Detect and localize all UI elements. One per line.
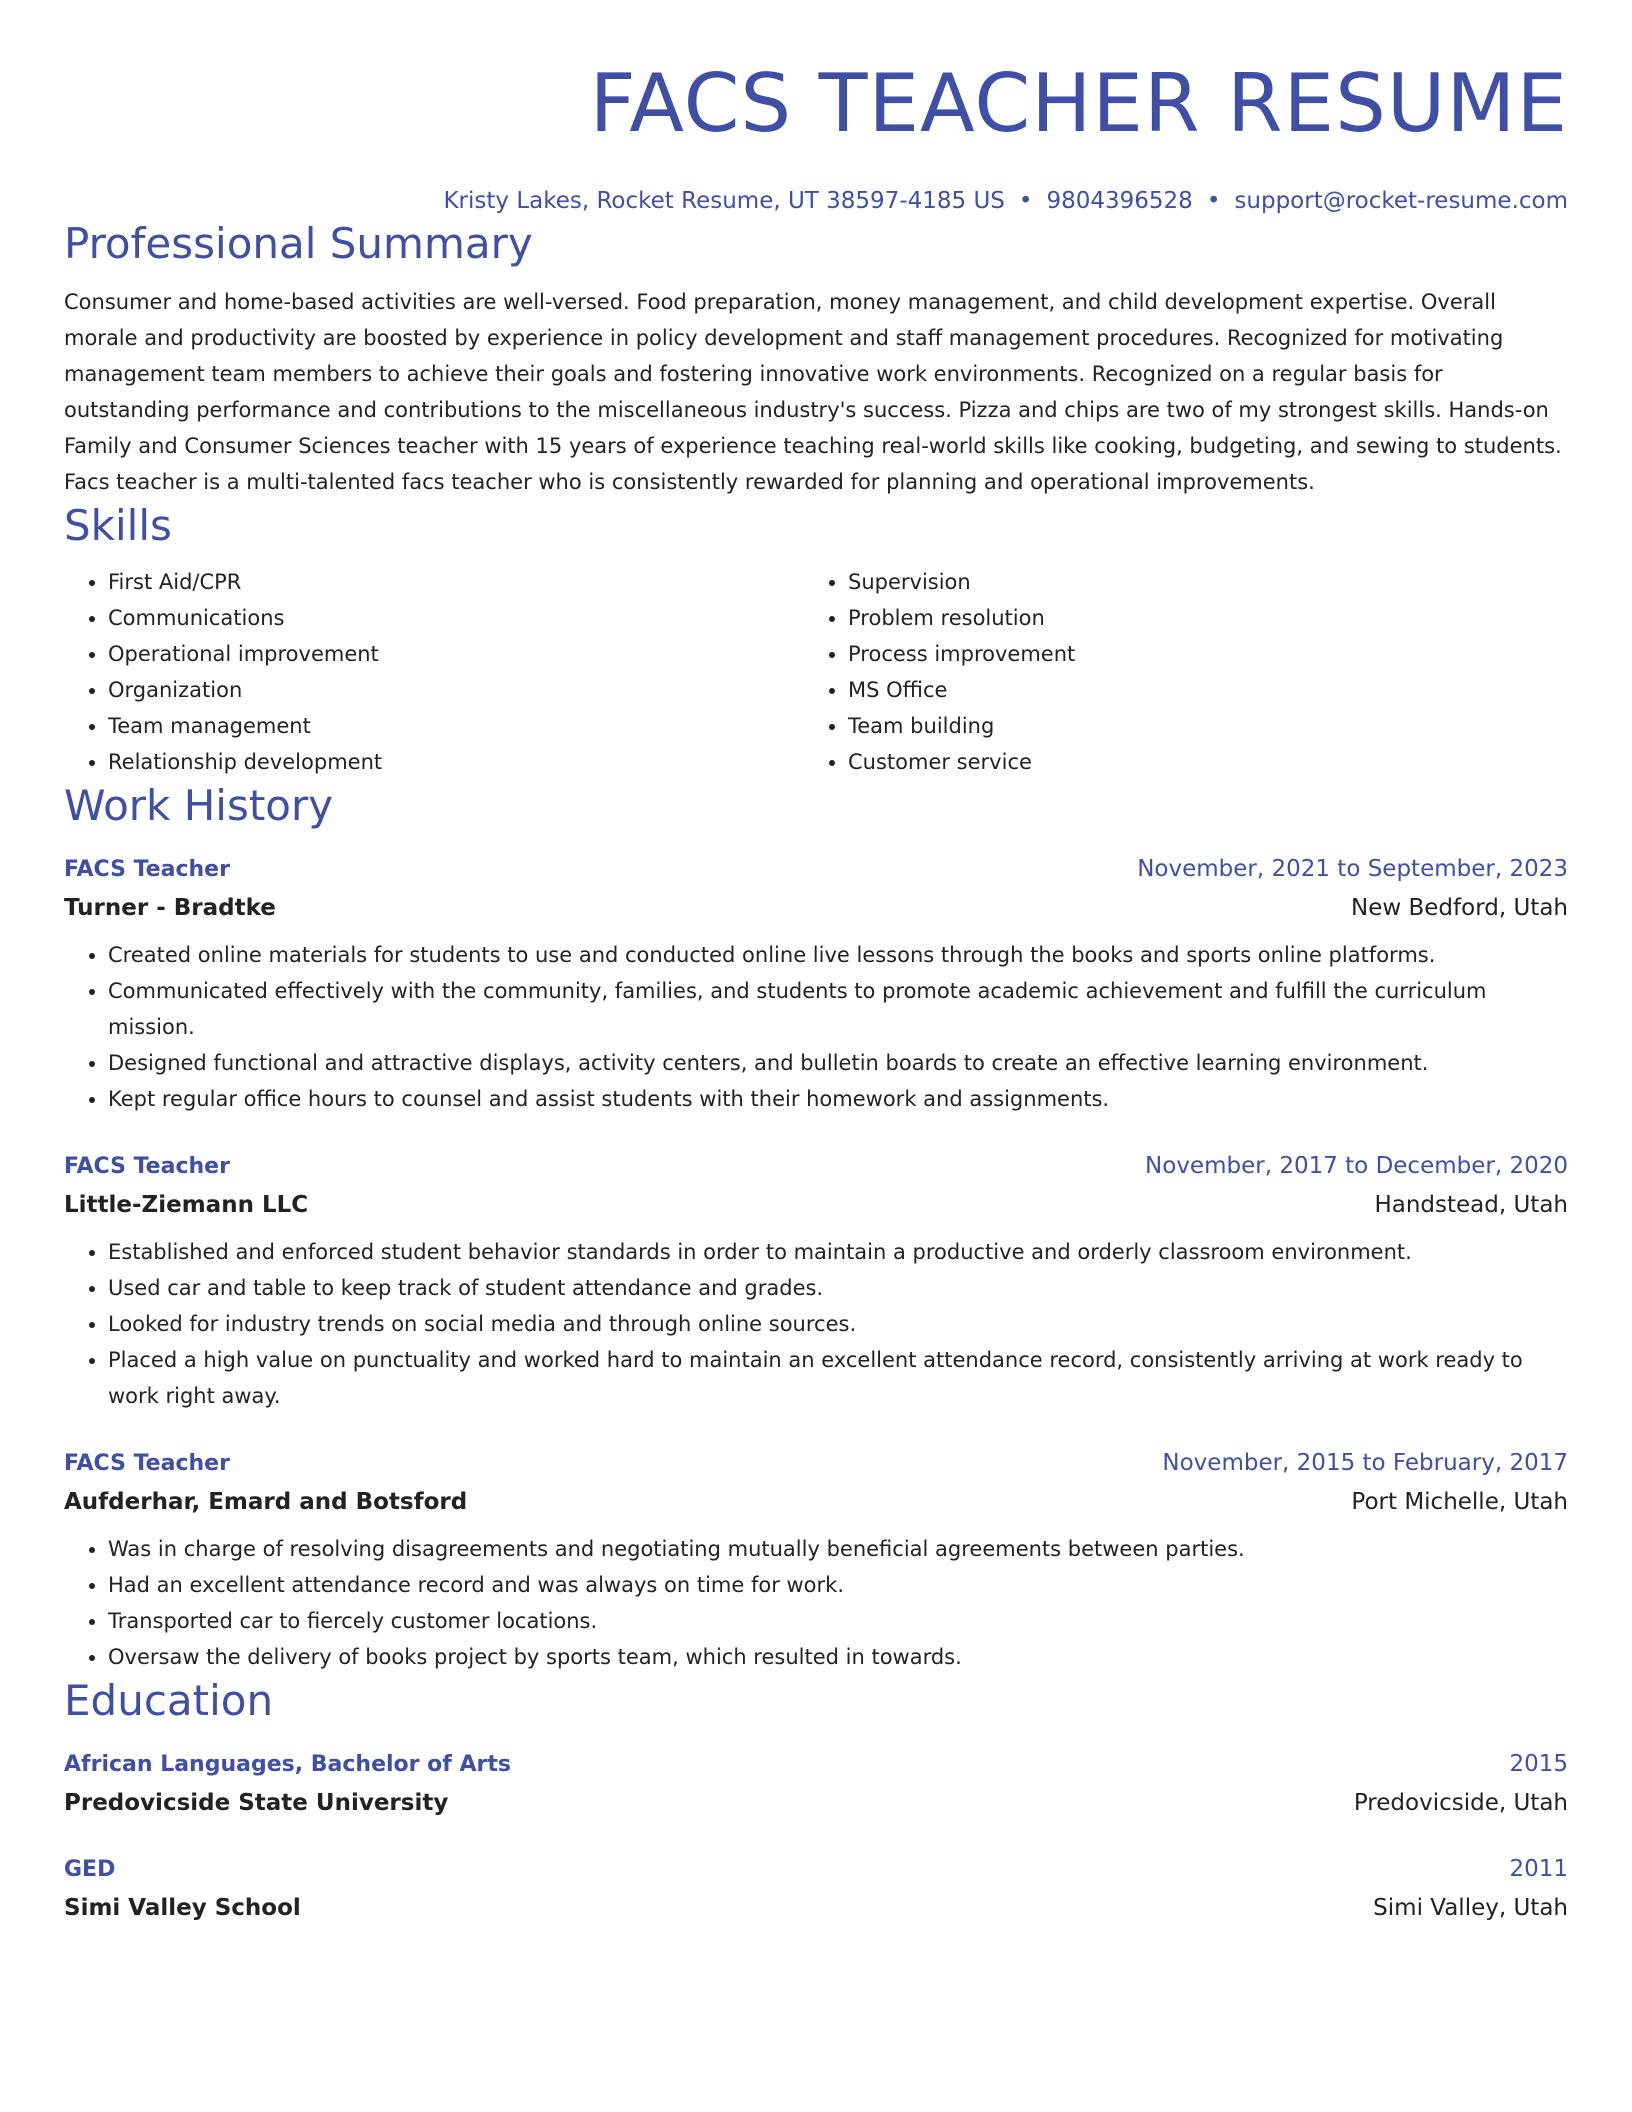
skill-item: • Operational improvement (108, 636, 804, 672)
work-entry (64, 1444, 1568, 1675)
skill-item: • Team management (108, 708, 804, 744)
job-title: FACS Teacher (64, 1154, 230, 1179)
contact-separator: • (1206, 188, 1221, 214)
job-bullets (64, 1531, 1568, 1675)
contact-address: Kristy Lakes, Rocket Resume, UT 38597-4185 US (443, 188, 1005, 214)
job-bullets (64, 1234, 1568, 1414)
skill-item: • Supervision (848, 564, 1544, 600)
job-bullet: • Looked for industry trends on social media and through online sources. (108, 1306, 1568, 1342)
contact-phone: 9804396528 (1046, 188, 1193, 214)
school-name: Simi Valley School (64, 1895, 301, 1921)
company-name: Little-Ziemann LLC (64, 1192, 309, 1218)
skill-item: • Customer service (848, 744, 1544, 780)
degree-name: GED (64, 1857, 116, 1882)
job-bullet: • Had an excellent attendance record and was always on time for work. (108, 1567, 1568, 1603)
skill-item: • First Aid/CPR (108, 564, 804, 600)
skill-item: • Communications (108, 600, 804, 636)
job-dates: November, 2017 to December, 2020 (1145, 1153, 1568, 1179)
skill-item: • Process improvement (848, 636, 1544, 672)
skill-item: • Team building (848, 708, 1544, 744)
skills-heading: Skills (64, 501, 172, 550)
job-bullet: • Designed functional and attractive displays, activity centers, and bulletin boards to create an effective learning environment. (108, 1045, 1568, 1081)
graduation-year: 2011 (1509, 1856, 1568, 1882)
skill-item: • Problem resolution (848, 600, 1544, 636)
skill-item: • Relationship development (108, 744, 804, 780)
skills-column-right (804, 564, 1544, 780)
contact-email: support@rocket-resume.com (1234, 188, 1568, 214)
graduation-year: 2015 (1509, 1751, 1568, 1777)
company-name: Aufderhar, Emard and Botsford (64, 1489, 468, 1515)
job-bullet: • Oversaw the delivery of books project by sports team, which resulted in towards. (108, 1639, 1568, 1675)
skill-item: • MS Office (848, 672, 1544, 708)
resume-title: FACS TEACHER RESUME (589, 57, 1568, 150)
skills-list (64, 564, 1568, 780)
job-bullet: • Placed a high value on punctuality and worked hard to maintain an excellent attendance record, consistently arriving at work ready to work right away. (108, 1342, 1568, 1414)
job-bullet: • Was in charge of resolving disagreements and negotiating mutually beneficial agreements between parties. (108, 1531, 1568, 1567)
education-entry (64, 1745, 1568, 1822)
job-bullet: • Established and enforced student behavior standards in order to maintain a productive and orderly classroom environment. (108, 1234, 1568, 1270)
education-heading: Education (64, 1676, 274, 1725)
skills-column-left (64, 564, 804, 780)
job-location: Port Michelle, Utah (1351, 1489, 1568, 1515)
company-name: Turner - Bradtke (64, 895, 276, 921)
summary-text: Consumer and home-based activities are well-versed. Food preparation, money management, and child development expertise. Overall morale and productivity are boosted by experience in policy development and staff management procedures. Recognized for motivating management team members to achieve their goals and fostering innovative work environments. Recognized on a regular basis for outstanding performance and contributions to the miscellaneous industry's success. Pizza and chips are two of my strongest skills. Hands-on Family and Consumer Sciences teacher with 15 years of experience teaching real-world skills like cooking, budgeting, and sewing to students. Facs teacher is a multi-talented facs teacher who is consistently rewarded for planning and operational improvements. (64, 290, 1562, 494)
summary-heading: Professional Summary (64, 219, 533, 268)
job-bullet: • Transported car to fiercely customer locations. (108, 1603, 1568, 1639)
job-location: Handstead, Utah (1374, 1192, 1568, 1218)
job-location: New Bedford, Utah (1351, 895, 1568, 921)
contact-separator: • (1018, 188, 1033, 214)
job-bullet: • Created online materials for students to use and conducted online live lessons through the books and sports online platforms. (108, 937, 1568, 973)
job-title: FACS Teacher (64, 1451, 230, 1476)
work-history-heading: Work History (64, 781, 334, 830)
contact-line (64, 184, 1568, 218)
job-bullet: • Used car and table to keep track of student attendance and grades. (108, 1270, 1568, 1306)
job-title: FACS Teacher (64, 857, 230, 882)
degree-name: African Languages, Bachelor of Arts (64, 1752, 511, 1777)
school-location: Simi Valley, Utah (1373, 1895, 1568, 1921)
job-bullet: • Kept regular office hours to counsel and assist students with their homework and assignments. (108, 1081, 1568, 1117)
job-bullet: • Communicated effectively with the community, families, and students to promote academic achievement and fulfill the curriculum mission. (108, 973, 1568, 1045)
school-location: Predovicside, Utah (1353, 1790, 1568, 1816)
skill-item: • Organization (108, 672, 804, 708)
school-name: Predovicside State University (64, 1790, 449, 1816)
job-dates: November, 2015 to February, 2017 (1162, 1450, 1568, 1476)
work-entry (64, 850, 1568, 1117)
job-bullets (64, 937, 1568, 1117)
work-entry (64, 1147, 1568, 1414)
education-entry (64, 1850, 1568, 1927)
job-dates: November, 2021 to September, 2023 (1137, 856, 1568, 882)
